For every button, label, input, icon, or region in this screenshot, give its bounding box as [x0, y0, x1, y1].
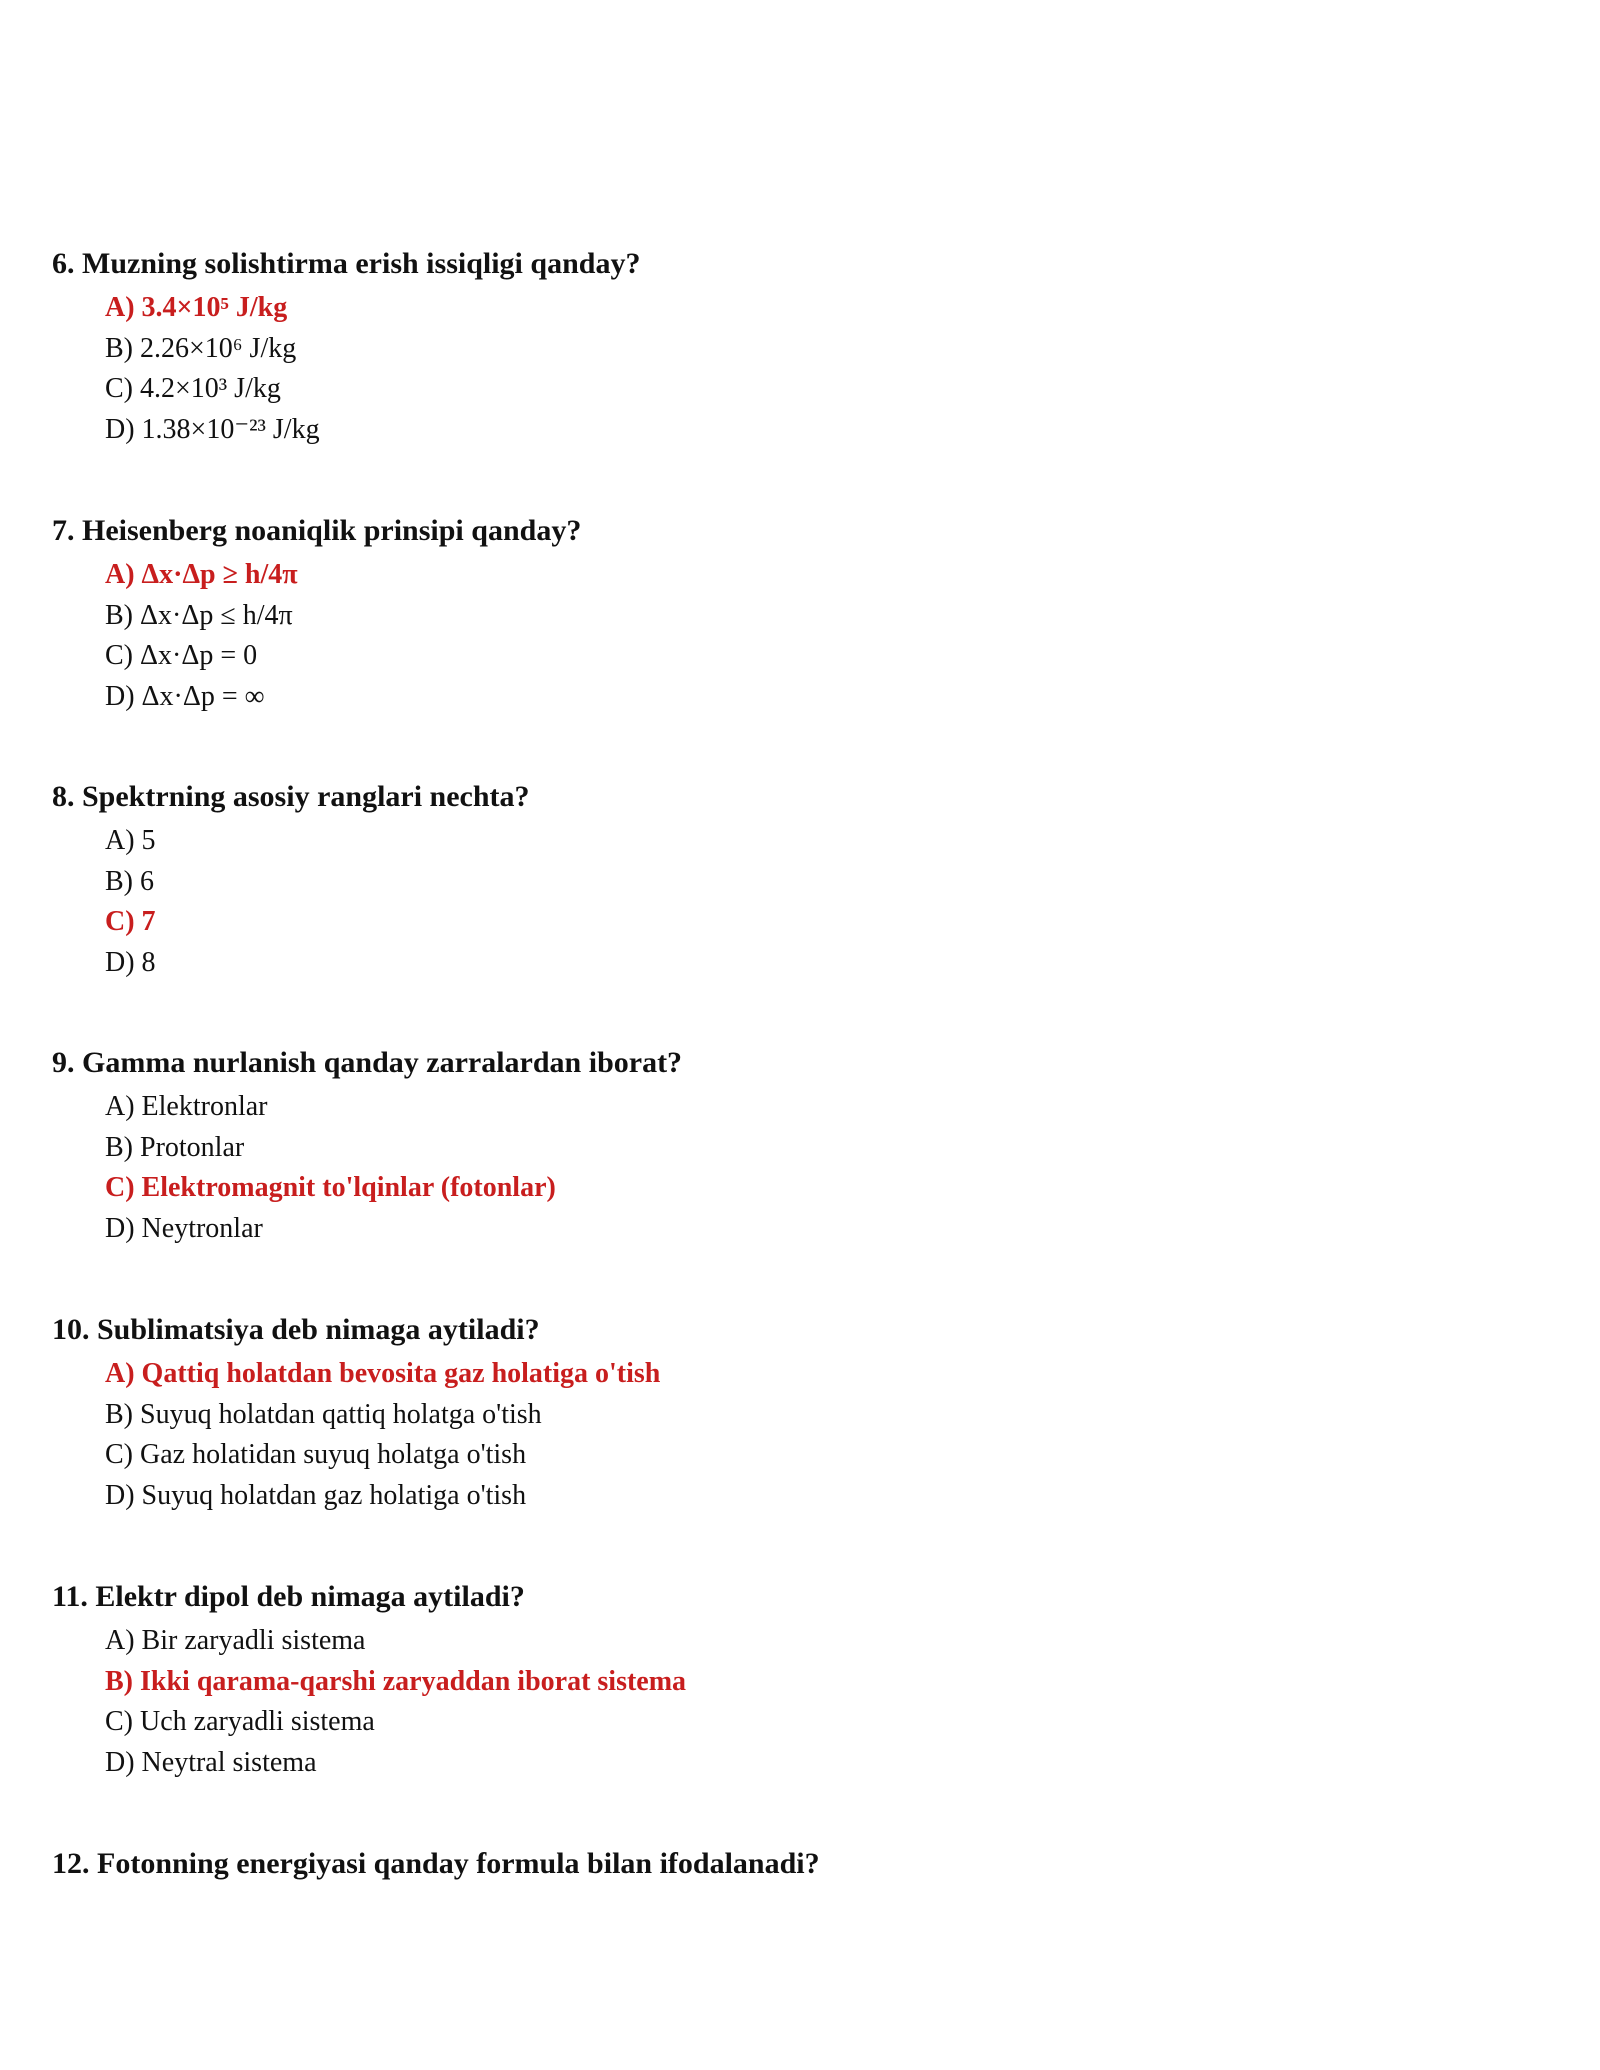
question-title: 10. Sublimatsiya deb nimaga aytiladi?: [52, 1313, 540, 1346]
question-12: [52, 1844, 1552, 1884]
question-7: [52, 511, 1552, 717]
question-9: [52, 1043, 1552, 1249]
question-title: 7. Heisenberg noaniqlik prinsipi qanday?: [52, 514, 582, 547]
answer-options: [52, 1354, 1552, 1516]
answer-options: [52, 1621, 1552, 1783]
answer-option-d: D) 8: [105, 946, 156, 978]
answer-option-d: D) Neytronlar: [105, 1212, 263, 1244]
answer-option-d: D) Neytral sistema: [105, 1746, 317, 1778]
question-6: [52, 244, 1552, 450]
answer-option-b: B) 6: [105, 865, 154, 897]
question-8: [52, 777, 1552, 983]
question-10: [52, 1310, 1552, 1516]
answer-option-c: C) Gaz holatidan suyuq holatga o'tish: [105, 1439, 527, 1470]
question-title: 8. Spektrning asosiy ranglari nechta?: [52, 780, 530, 813]
answer-option-a: A) 5: [105, 825, 156, 856]
answer-option-a: A) Qattiq holatdan bevosita gaz holatiga o'tish: [105, 1358, 661, 1389]
answer-options: [52, 555, 1552, 717]
answer-option-d: D) Δx·Δp = ∞: [105, 680, 265, 712]
question-title: 9. Gamma nurlanish qanday zarralardan iborat?: [52, 1046, 683, 1079]
answer-options: [52, 288, 1552, 450]
answer-option-a: A) Elektronlar: [105, 1091, 268, 1122]
answer-option-c: C) 7: [105, 906, 156, 937]
answer-option-c: C) Δx·Δp = 0: [105, 640, 258, 671]
answer-option-b: B) Δx·Δp ≤ h/4π: [105, 599, 293, 631]
answer-option-b: B) Protonlar: [105, 1131, 245, 1163]
answer-options: [52, 821, 1552, 983]
answer-option-a: A) Δx·Δp ≥ h/4π: [105, 559, 298, 590]
question-title: 11. Elektr dipol deb nimaga aytiladi?: [52, 1580, 525, 1613]
question-11: [52, 1577, 1552, 1783]
answer-options: [52, 1087, 1552, 1249]
answer-option-d: D) 1.38×10⁻²³ J/kg: [105, 413, 320, 445]
question-title: 6. Muzning solishtirma erish issiqligi qanday?: [52, 247, 641, 280]
answer-option-b: B) Ikki qarama-qarshi zaryaddan iborat sistema: [105, 1665, 687, 1697]
answer-option-c: C) Uch zaryadli sistema: [105, 1706, 375, 1737]
answer-option-a: A) Bir zaryadli sistema: [105, 1625, 366, 1656]
answer-option-b: B) 2.26×10⁶ J/kg: [105, 332, 297, 364]
answer-option-c: C) Elektromagnit to'lqinlar (fotonlar): [105, 1172, 556, 1203]
answer-option-b: B) Suyuq holatdan qattiq holatga o'tish: [105, 1398, 542, 1430]
answer-option-d: D) Suyuq holatdan gaz holatiga o'tish: [105, 1479, 527, 1511]
question-title: 12. Fotonning energiyasi qanday formula bilan ifodalanadi?: [52, 1847, 820, 1880]
answer-option-a: A) 3.4×10⁵ J/kg: [105, 292, 288, 323]
answer-option-c: C) 4.2×10³ J/kg: [105, 373, 281, 404]
